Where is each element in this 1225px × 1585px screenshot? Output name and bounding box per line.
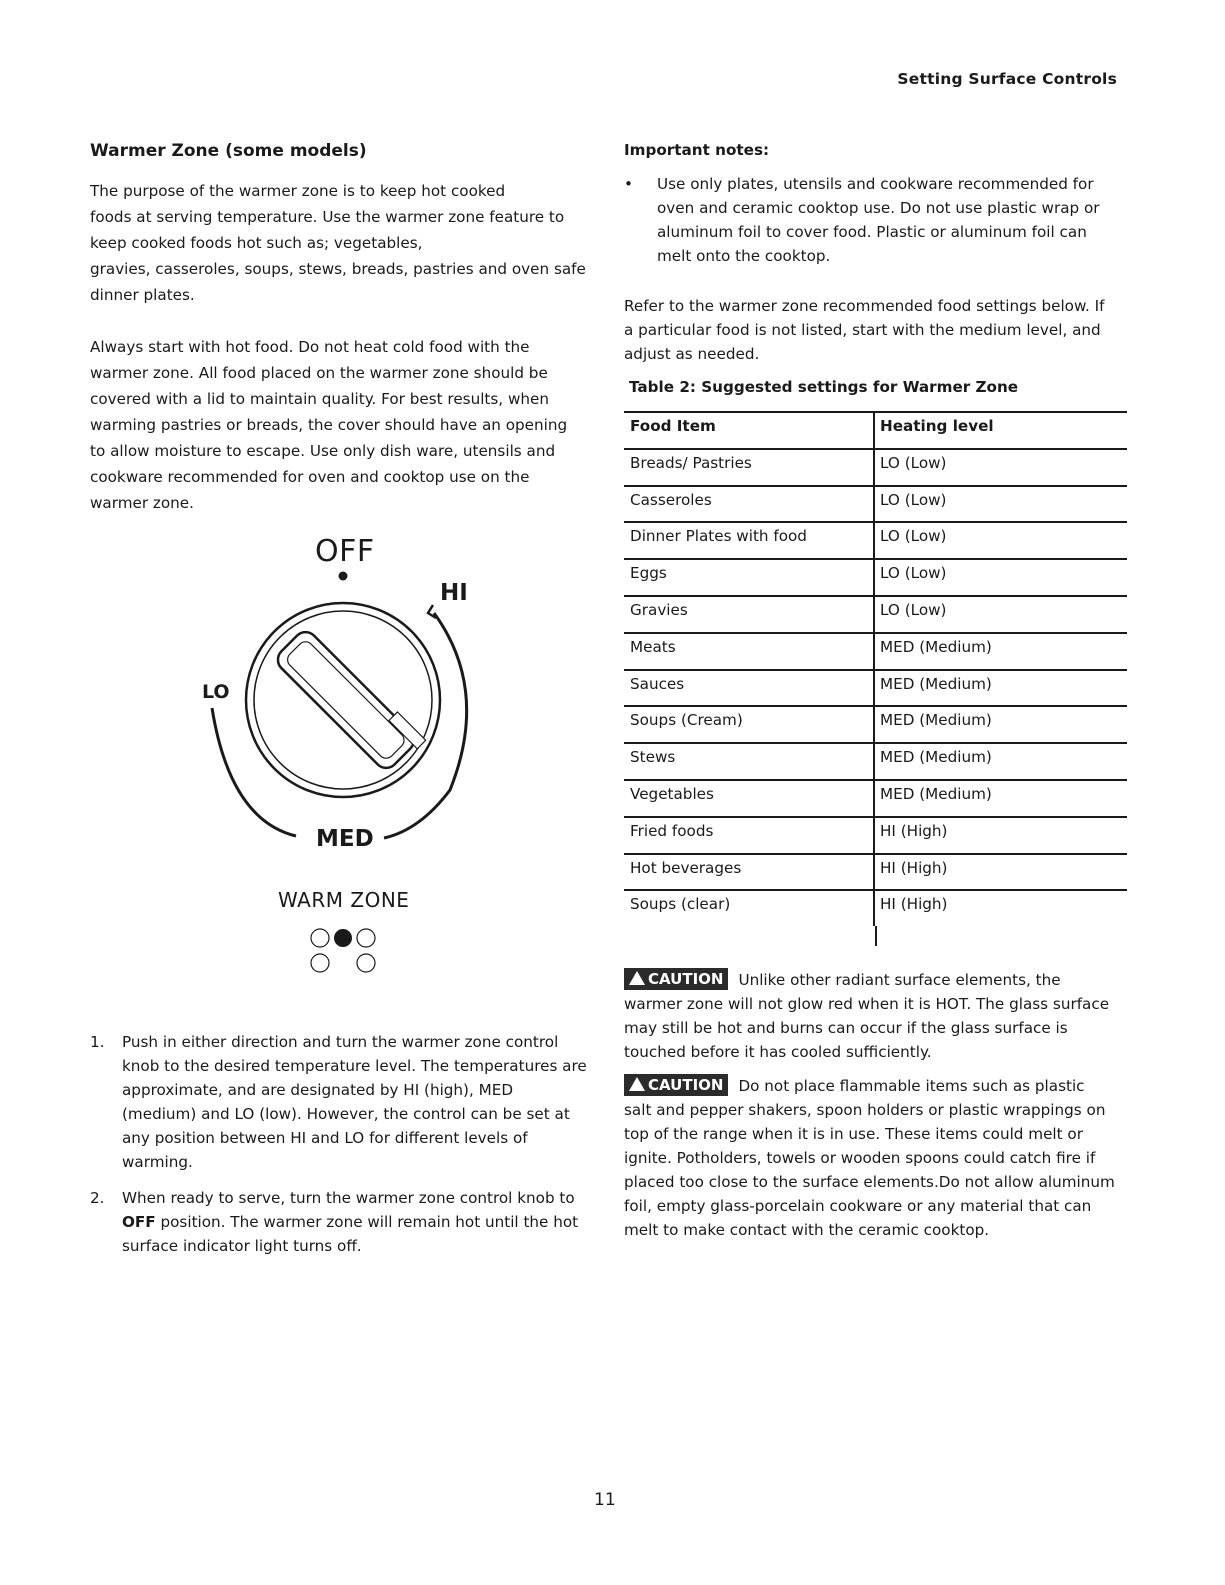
- cell-heating-level: LO (Low): [880, 600, 947, 619]
- warmer-settings-table: [624, 411, 1127, 946]
- cell-food-item: Soups (Cream): [624, 707, 875, 742]
- caution-flammable: [624, 1074, 1115, 1242]
- cell-heating-level: MED (Medium): [880, 711, 992, 730]
- text-line: cookware recommended for oven and cooktop use on the: [90, 468, 530, 486]
- text-fragment: position. The warmer zone will remain hot until the hot: [155, 1213, 579, 1231]
- text-line: [624, 968, 1109, 992]
- text-line: warming.: [122, 1153, 193, 1171]
- text-line: ignite. Potholders, towels or wooden spoons could catch fire if: [624, 1149, 1096, 1167]
- text-line: placed too close to the surface elements.Do not allow aluminum: [624, 1173, 1115, 1191]
- section-title: Warmer Zone (some models): [90, 141, 367, 161]
- table-row: [624, 448, 1127, 485]
- knob-med-label: MED: [316, 826, 374, 852]
- cell-food-item: Vegetables: [624, 781, 875, 816]
- running-header: Setting Surface Controls: [897, 70, 1117, 88]
- table-row: [624, 521, 1127, 558]
- text-line: a particular food is not listed, start with the medium level, and: [624, 321, 1101, 339]
- text-line: warmer zone. All food placed on the warmer zone should be: [90, 364, 548, 382]
- text-line: may still be hot and burns can occur if the glass surface is: [624, 1019, 1068, 1037]
- table-header-row: [624, 411, 1127, 448]
- warning-triangle-icon: [629, 1077, 645, 1091]
- text-line: dinner plates.: [90, 286, 195, 304]
- cell-food-item: Meats: [624, 634, 875, 669]
- knob-lo-label: LO: [202, 681, 230, 703]
- instruction-steps: [90, 1030, 590, 1270]
- text-line: (medium) and LO (low). However, the control can be set at: [122, 1105, 570, 1123]
- cell-heating-level: HI (High): [880, 821, 948, 840]
- intro-paragraph: [90, 178, 586, 308]
- refer-paragraph: [624, 294, 1104, 366]
- cell-food-item: Dinner Plates with food: [624, 523, 875, 558]
- table-row: [624, 779, 1127, 816]
- text-line: touched before it has cooled sufficiently.: [624, 1043, 932, 1061]
- table-row: [624, 705, 1127, 742]
- text-line: Always start with hot food. Do not heat cold food with the: [90, 338, 530, 356]
- text-line: salt and pepper shakers, spoon holders or plastic wrappings on: [624, 1101, 1106, 1119]
- cell-food-item: Gravies: [624, 597, 875, 632]
- text-line: [624, 1074, 1115, 1098]
- step-2: [90, 1186, 590, 1258]
- cell-food-item: Stews: [624, 744, 875, 779]
- text-line: foods at serving temperature. Use the warmer zone feature to: [90, 208, 565, 226]
- header-heating-level: Heating level: [880, 417, 994, 435]
- notes-title: Important notes:: [624, 141, 770, 159]
- usage-paragraph: [90, 334, 567, 516]
- cell-heating-level: LO (Low): [880, 564, 947, 583]
- text-line: Push in either direction and turn the warmer zone control: [122, 1033, 559, 1051]
- cell-food-item: Casseroles: [624, 487, 875, 522]
- table-caption: Table 2: Suggested settings for Warmer Zone: [629, 378, 1019, 396]
- text-line: surface indicator light turns off.: [122, 1237, 362, 1255]
- text-line: to allow moisture to escape. Use only dish ware, utensils and: [90, 442, 556, 460]
- text-line: any position between HI and LO for different levels of: [122, 1129, 528, 1147]
- cell-food-item: Hot beverages: [624, 855, 875, 890]
- text-fragment: Do not place flammable items such as plastic: [738, 1077, 1085, 1095]
- text-line: aluminum foil to cover food. Plastic or aluminum foil can: [657, 223, 1087, 241]
- cell-heating-level: LO (Low): [880, 490, 947, 509]
- table-bottom-rule: [875, 926, 877, 946]
- text-line: knob to the desired temperature level. The temperatures are: [122, 1057, 587, 1075]
- table-row: [624, 742, 1127, 779]
- text-line: adjust as needed.: [624, 345, 760, 363]
- step-1: [90, 1030, 590, 1174]
- cell-food-item: Eggs: [624, 560, 875, 595]
- knob-hi-label: HI: [440, 580, 468, 606]
- warning-triangle-icon: [629, 971, 645, 985]
- cell-heating-level: MED (Medium): [880, 674, 992, 693]
- table-row: [624, 853, 1127, 890]
- cell-food-item: Breads/ Pastries: [624, 450, 875, 485]
- step-number: 1.: [90, 1033, 105, 1051]
- cell-heating-level: MED (Medium): [880, 637, 992, 656]
- text-line: melt onto the cooktop.: [657, 247, 831, 265]
- caution-label: CAUTION: [648, 970, 724, 988]
- table-row: [624, 669, 1127, 706]
- cell-heating-level: HI (High): [880, 858, 948, 877]
- text-line: oven and ceramic cooktop use. Do not use plastic wrap or: [657, 199, 1100, 217]
- page-number: 11: [594, 1490, 616, 1510]
- caution-badge: [624, 1074, 728, 1096]
- text-line: approximate, and are designated by HI (high), MED: [122, 1081, 514, 1099]
- text-line: warmer zone will not glow red when it is HOT. The glass surface: [624, 995, 1110, 1013]
- table-row: [624, 889, 1127, 926]
- off-keyword: OFF: [122, 1213, 156, 1231]
- table-row: [624, 816, 1127, 853]
- cell-food-item: Soups (clear): [624, 891, 875, 926]
- text-line: warming pastries or breads, the cover should have an opening: [90, 416, 568, 434]
- bullet-mark: •: [624, 175, 633, 193]
- text-line: When ready to serve, turn the warmer zone control knob to: [122, 1189, 575, 1207]
- cell-heating-level: LO (Low): [880, 453, 947, 472]
- text-line: covered with a lid to maintain quality. For best results, when: [90, 390, 549, 408]
- text-line: keep cooked foods hot such as; vegetables,: [90, 234, 423, 252]
- caution-badge: [624, 968, 728, 990]
- cell-heating-level: MED (Medium): [880, 784, 992, 803]
- table-row: [624, 632, 1127, 669]
- caution-glow: [624, 968, 1109, 1064]
- text-line: top of the range when it is in use. These items could melt or: [624, 1125, 1083, 1143]
- text-line: melt to make contact with the ceramic cooktop.: [624, 1221, 990, 1239]
- header-food-item: Food Item: [624, 413, 875, 448]
- text-line: The purpose of the warmer zone is to keep hot cooked: [90, 182, 506, 200]
- text-fragment: Unlike other radiant surface elements, the: [738, 971, 1061, 989]
- caution-label: CAUTION: [648, 1076, 724, 1094]
- text-line: [122, 1210, 590, 1234]
- text-line: warmer zone.: [90, 494, 194, 512]
- text-line: gravies, casseroles, soups, stews, breads, pastries and oven safe: [90, 260, 586, 278]
- cell-heating-level: LO (Low): [880, 527, 947, 546]
- step-number: 2.: [90, 1189, 105, 1207]
- cell-heating-level: HI (High): [880, 895, 948, 914]
- cell-food-item: Sauces: [624, 671, 875, 706]
- text-line: foil, empty glass-porcelain cookware or any material that can: [624, 1197, 1092, 1215]
- cell-food-item: Fried foods: [624, 818, 875, 853]
- table-row: [624, 595, 1127, 632]
- text-line: Use only plates, utensils and cookware recommended for: [657, 175, 1094, 193]
- warmer-knob-figure: [90, 520, 590, 980]
- knob-off-label: OFF: [315, 534, 375, 569]
- text-line: Refer to the warmer zone recommended food settings below. If: [624, 297, 1105, 315]
- cell-heating-level: MED (Medium): [880, 748, 992, 767]
- table-row: [624, 558, 1127, 595]
- table-row: [624, 485, 1127, 522]
- warm-zone-label: WARM ZONE: [278, 888, 410, 912]
